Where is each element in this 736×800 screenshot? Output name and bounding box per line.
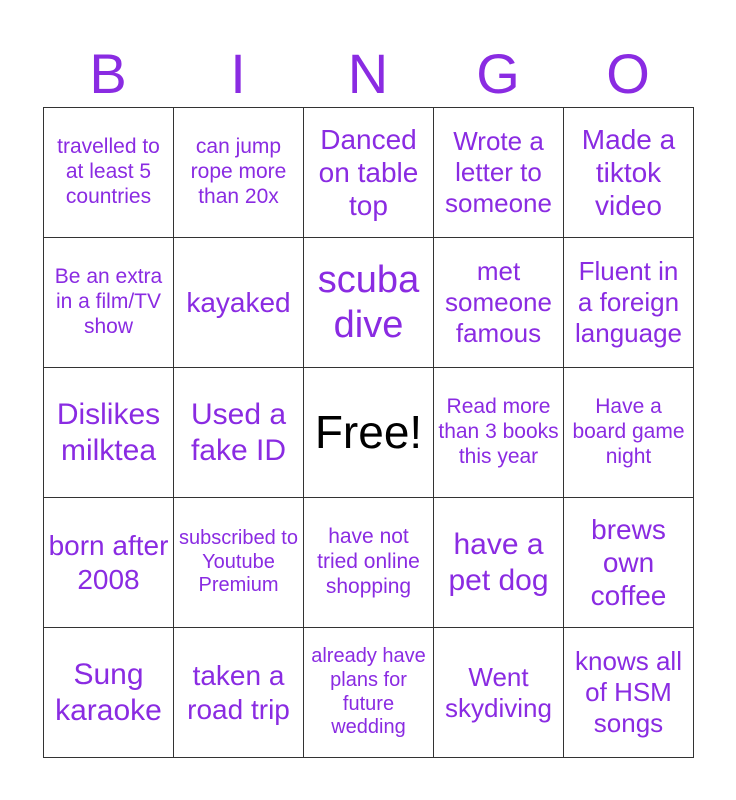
- bingo-cell[interactable]: subscribed to Youtube Premium: [174, 498, 304, 628]
- board-row-3: [44, 368, 694, 498]
- board-row-4: [44, 498, 694, 628]
- bingo-cell[interactable]: born after 2008: [44, 498, 174, 628]
- header-letter-g: G: [476, 42, 520, 105]
- bingo-cell[interactable]: Went skydiving: [434, 628, 564, 758]
- bingo-cell[interactable]: have not tried online shopping: [304, 498, 434, 628]
- board-row-2: [44, 238, 694, 368]
- header-letter-o: O: [606, 42, 650, 105]
- bingo-cell[interactable]: travelled to at least 5 countries: [44, 108, 174, 238]
- bingo-cell[interactable]: Fluent in a foreign language: [564, 238, 694, 368]
- bingo-cell[interactable]: Used a fake ID: [174, 368, 304, 498]
- free-space-cell[interactable]: Free!: [304, 368, 434, 498]
- header-letter-b: B: [89, 42, 127, 105]
- bingo-cell[interactable]: met someone famous: [434, 238, 564, 368]
- bingo-cell[interactable]: Sung karaoke: [44, 628, 174, 758]
- bingo-cell[interactable]: Wrote a letter to someone: [434, 108, 564, 238]
- bingo-cell[interactable]: Made a tiktok video: [564, 108, 694, 238]
- bingo-cell[interactable]: can jump rope more than 20x: [174, 108, 304, 238]
- bingo-cell[interactable]: have a pet dog: [434, 498, 564, 628]
- bingo-cell[interactable]: brews own coffee: [564, 498, 694, 628]
- bingo-cell[interactable]: already have plans for future wedding: [304, 628, 434, 758]
- board-row-1: [44, 108, 694, 238]
- bingo-cell[interactable]: kayaked: [174, 238, 304, 368]
- bingo-header: [43, 40, 693, 108]
- bingo-cell[interactable]: knows all of HSM songs: [564, 628, 694, 758]
- bingo-cell[interactable]: Read more than 3 books this year: [434, 368, 564, 498]
- bingo-cell[interactable]: scuba dive: [304, 238, 434, 368]
- bingo-cell[interactable]: Have a board game night: [564, 368, 694, 498]
- bingo-cell[interactable]: taken a road trip: [174, 628, 304, 758]
- header-letter-i: I: [230, 42, 246, 105]
- bingo-cell[interactable]: Danced on table top: [304, 108, 434, 238]
- bingo-cell[interactable]: Dislikes milktea: [44, 368, 174, 498]
- bingo-board: [43, 107, 694, 758]
- bingo-cell[interactable]: Be an extra in a film/TV show: [44, 238, 174, 368]
- header-letter-n: N: [347, 42, 389, 105]
- board-row-5: [44, 628, 694, 758]
